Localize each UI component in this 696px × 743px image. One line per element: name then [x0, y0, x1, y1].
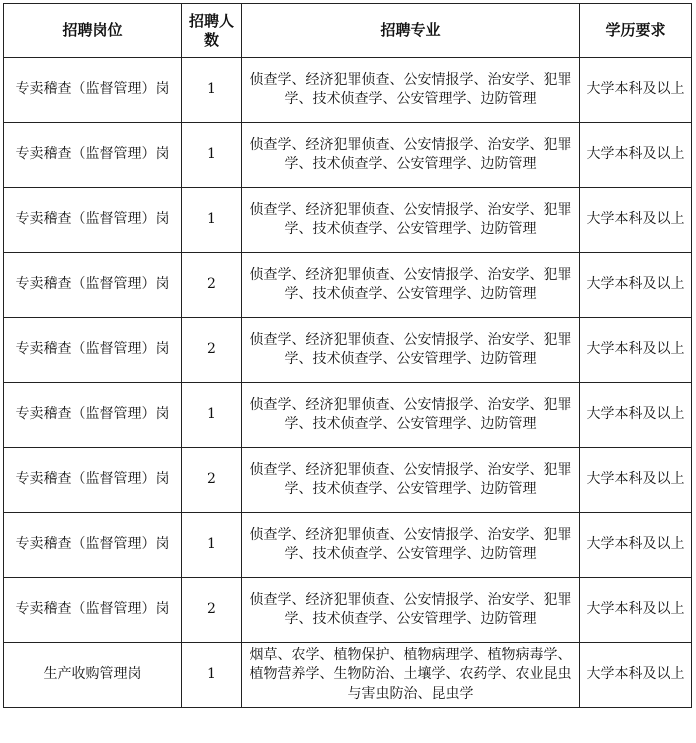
cell-education: 大学本科及以上: [580, 578, 692, 643]
cell-position: 专卖稽查（监督管理）岗: [4, 188, 182, 253]
cell-count: 2: [182, 253, 242, 318]
cell-education: 大学本科及以上: [580, 123, 692, 188]
cell-major: 侦查学、经济犯罪侦查、公安情报学、治安学、犯罪学、技术侦查学、公安管理学、边防管理: [242, 123, 580, 188]
header-education: 学历要求: [580, 4, 692, 58]
header-major: 招聘专业: [242, 4, 580, 58]
table-row: [4, 513, 692, 578]
cell-major: 侦查学、经济犯罪侦查、公安情报学、治安学、犯罪学、技术侦查学、公安管理学、边防管理: [242, 188, 580, 253]
cell-count: 2: [182, 448, 242, 513]
cell-education: 大学本科及以上: [580, 188, 692, 253]
cell-count: 2: [182, 318, 242, 383]
cell-count: 1: [182, 123, 242, 188]
cell-position: 专卖稽查（监督管理）岗: [4, 448, 182, 513]
cell-count: 2: [182, 578, 242, 643]
table-row: [4, 318, 692, 383]
table-row: [4, 58, 692, 123]
cell-position: 专卖稽查（监督管理）岗: [4, 253, 182, 318]
table-row: [4, 123, 692, 188]
cell-major: 侦查学、经济犯罪侦查、公安情报学、治安学、犯罪学、技术侦查学、公安管理学、边防管理: [242, 253, 580, 318]
recruitment-table: [3, 3, 692, 708]
cell-position: 专卖稽查（监督管理）岗: [4, 58, 182, 123]
table-row: [4, 188, 692, 253]
cell-position: 专卖稽查（监督管理）岗: [4, 123, 182, 188]
table-row: [4, 383, 692, 448]
cell-education: 大学本科及以上: [580, 383, 692, 448]
cell-count: 1: [182, 643, 242, 708]
cell-count: 1: [182, 383, 242, 448]
cell-position: 专卖稽查（监督管理）岗: [4, 383, 182, 448]
cell-count: 1: [182, 513, 242, 578]
table-row: [4, 643, 692, 708]
cell-education: 大学本科及以上: [580, 253, 692, 318]
table-row: [4, 253, 692, 318]
cell-major: 侦查学、经济犯罪侦查、公安情报学、治安学、犯罪学、技术侦查学、公安管理学、边防管理: [242, 513, 580, 578]
table-body: [4, 58, 692, 708]
cell-position: 专卖稽查（监督管理）岗: [4, 578, 182, 643]
cell-education: 大学本科及以上: [580, 448, 692, 513]
cell-education: 大学本科及以上: [580, 513, 692, 578]
cell-education: 大学本科及以上: [580, 643, 692, 708]
header-count: 招聘人数: [182, 4, 242, 58]
cell-position: 生产收购管理岗: [4, 643, 182, 708]
header-row: [4, 4, 692, 58]
cell-major: 侦查学、经济犯罪侦查、公安情报学、治安学、犯罪学、技术侦查学、公安管理学、边防管理: [242, 448, 580, 513]
cell-major: 侦查学、经济犯罪侦查、公安情报学、治安学、犯罪学、技术侦查学、公安管理学、边防管理: [242, 383, 580, 448]
table-row: [4, 448, 692, 513]
header-position: 招聘岗位: [4, 4, 182, 58]
cell-position: 专卖稽查（监督管理）岗: [4, 513, 182, 578]
table-row: [4, 578, 692, 643]
cell-major: 烟草、农学、植物保护、植物病理学、植物病毒学、植物营养学、生物防治、土壤学、农药学、农业昆虫与害虫防治、昆虫学: [242, 643, 580, 708]
cell-position: 专卖稽查（监督管理）岗: [4, 318, 182, 383]
cell-education: 大学本科及以上: [580, 318, 692, 383]
cell-major: 侦查学、经济犯罪侦查、公安情报学、治安学、犯罪学、技术侦查学、公安管理学、边防管理: [242, 318, 580, 383]
cell-major: 侦查学、经济犯罪侦查、公安情报学、治安学、犯罪学、技术侦查学、公安管理学、边防管理: [242, 578, 580, 643]
cell-education: 大学本科及以上: [580, 58, 692, 123]
cell-major: 侦查学、经济犯罪侦查、公安情报学、治安学、犯罪学、技术侦查学、公安管理学、边防管理: [242, 58, 580, 123]
cell-count: 1: [182, 58, 242, 123]
cell-count: 1: [182, 188, 242, 253]
